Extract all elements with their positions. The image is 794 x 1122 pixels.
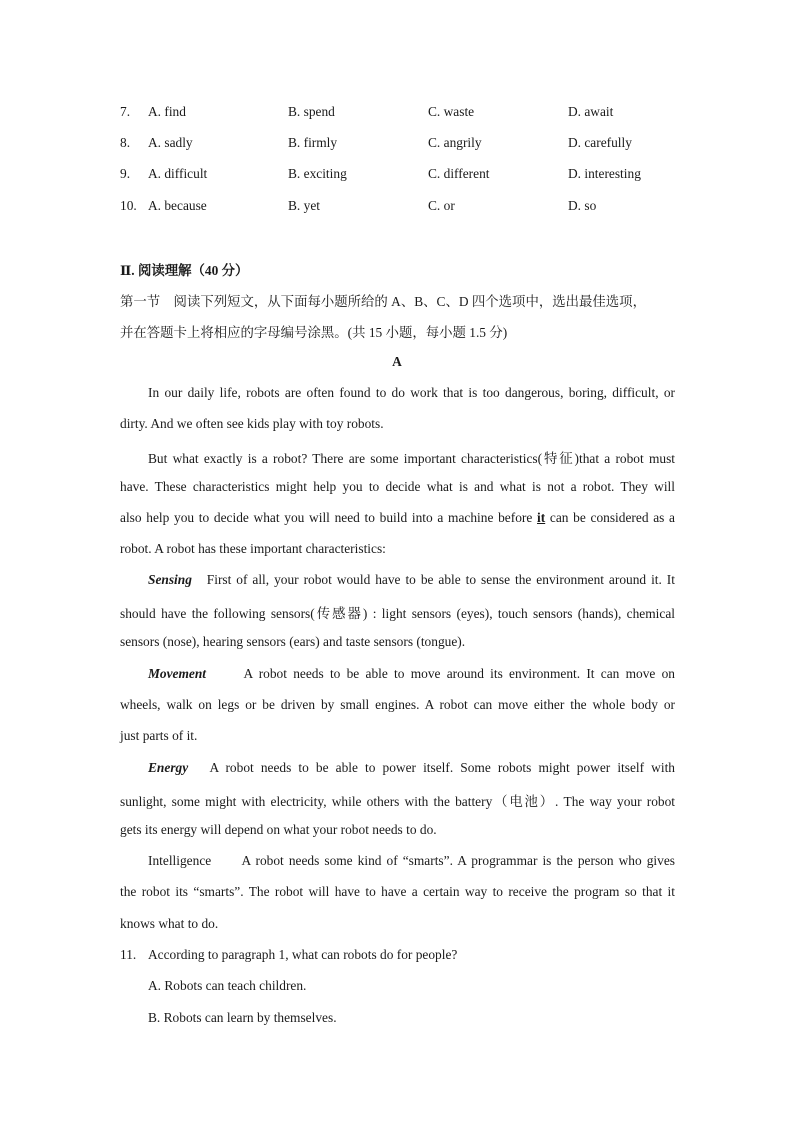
text-segment: First of all, your robot would have to be able to sense the environment around it. It [206, 572, 675, 587]
intelligence-line-3: knows what to do. [120, 916, 219, 931]
sensing-line-3: sensors (nose), hearing sensors (ears) and taste sensors (tongue). [120, 634, 466, 649]
section-instructions-line-1: 第一节 阅读下列短文，从下面每小题所给的 A、B、C、D 四个选项中，选出最佳选项， [120, 294, 646, 309]
energy-line-3: gets its energy will depend on what your robot needs to do. [120, 822, 437, 837]
option-d: D. interesting [568, 166, 641, 181]
answer-option-b: B. Robots can learn by themselves. [148, 1010, 337, 1025]
energy-line-1 [148, 760, 675, 776]
paragraph-1-line-1: In our daily life, robots are often found to do work that is too dangerous, boring, difficult, or [148, 385, 675, 400]
option-row-8 [120, 135, 680, 155]
option-b: B. spend [288, 104, 335, 119]
option-b: B. yet [288, 198, 320, 213]
underlined-pronoun: it [537, 510, 546, 525]
option-b: B. exciting [288, 166, 347, 181]
intelligence-term: Intelligence [148, 853, 212, 868]
answer-option-a: A. Robots can teach children. [148, 978, 307, 993]
paragraph-1-line-2: dirty. And we often see kids play with toy robots. [120, 416, 384, 431]
paragraph-2-line-1: But what exactly is a robot? There are some important characteristics(特征)that a robot must [148, 451, 675, 466]
question-number: 7. [120, 104, 131, 119]
question-text: According to paragraph 1, what can robots do for people? [148, 947, 458, 962]
passage-label: A [392, 354, 402, 369]
text-segment: A robot needs to be able to power itself. Some robots might power itself with [209, 760, 675, 775]
movement-line-2: wheels, walk on legs or be driven by small engines. A robot can move either the whole body or [120, 697, 675, 712]
option-a: A. find [148, 104, 186, 119]
question-number: 8. [120, 135, 131, 150]
movement-line-1 [148, 666, 675, 682]
option-d: D. so [568, 198, 597, 213]
option-row-9 [120, 166, 680, 186]
text-segment: also help you to decide what you will need to build into a machine before [120, 510, 538, 525]
intelligence-line-2: the robot its “smarts”. The robot will have to have a certain way to receive the program so that it [120, 884, 675, 899]
sensing-line-2: should have the following sensors(传感器) : light sensors (eyes), touch sensors (hands), chemical [120, 606, 675, 621]
energy-term: Energy [148, 760, 189, 775]
option-c: C. different [428, 166, 490, 181]
option-d: D. carefully [568, 135, 632, 150]
text-segment: A robot needs some kind of “smarts”. A programmar is the person who gives [241, 853, 675, 868]
option-a: A. difficult [148, 166, 208, 181]
paragraph-2-line-2: have. These characteristics might help you to decide what is and what is not a robot. They will [120, 479, 675, 494]
movement-line-3: just parts of it. [120, 728, 198, 743]
option-c: C. angrily [428, 135, 482, 150]
option-a: A. sadly [148, 135, 193, 150]
paragraph-2-line-4: robot. A robot has these important characteristics: [120, 541, 386, 556]
section-title: Ⅱ. 阅读理解（40 分） [120, 263, 249, 278]
energy-line-2: sunlight, some might with electricity, while others with the battery（电池）. The way your robot [120, 794, 675, 809]
option-c: C. waste [428, 104, 475, 119]
section-instructions-line-2: 并在答题卡上将相应的字母编号涂黑。(共 15 小题，每小题 1.5 分) [120, 325, 508, 340]
sensing-line-1 [148, 572, 675, 588]
question-number: 10. [120, 198, 137, 213]
question-number: 9. [120, 166, 131, 181]
option-row-7 [120, 104, 680, 124]
option-c: C. or [428, 198, 455, 213]
text-segment: A robot needs to be able to move around its environment. It can move on [243, 666, 675, 681]
movement-term: Movement [148, 666, 207, 681]
option-b: B. firmly [288, 135, 338, 150]
option-row-10 [120, 198, 680, 218]
intelligence-line-1 [148, 853, 675, 869]
paragraph-2-line-3 [120, 510, 675, 526]
option-d: D. await [568, 104, 614, 119]
text-segment: can be considered as a [545, 510, 676, 525]
question-number: 11. [120, 947, 137, 962]
option-a: A. because [148, 198, 207, 213]
sensing-term: Sensing [148, 572, 192, 587]
